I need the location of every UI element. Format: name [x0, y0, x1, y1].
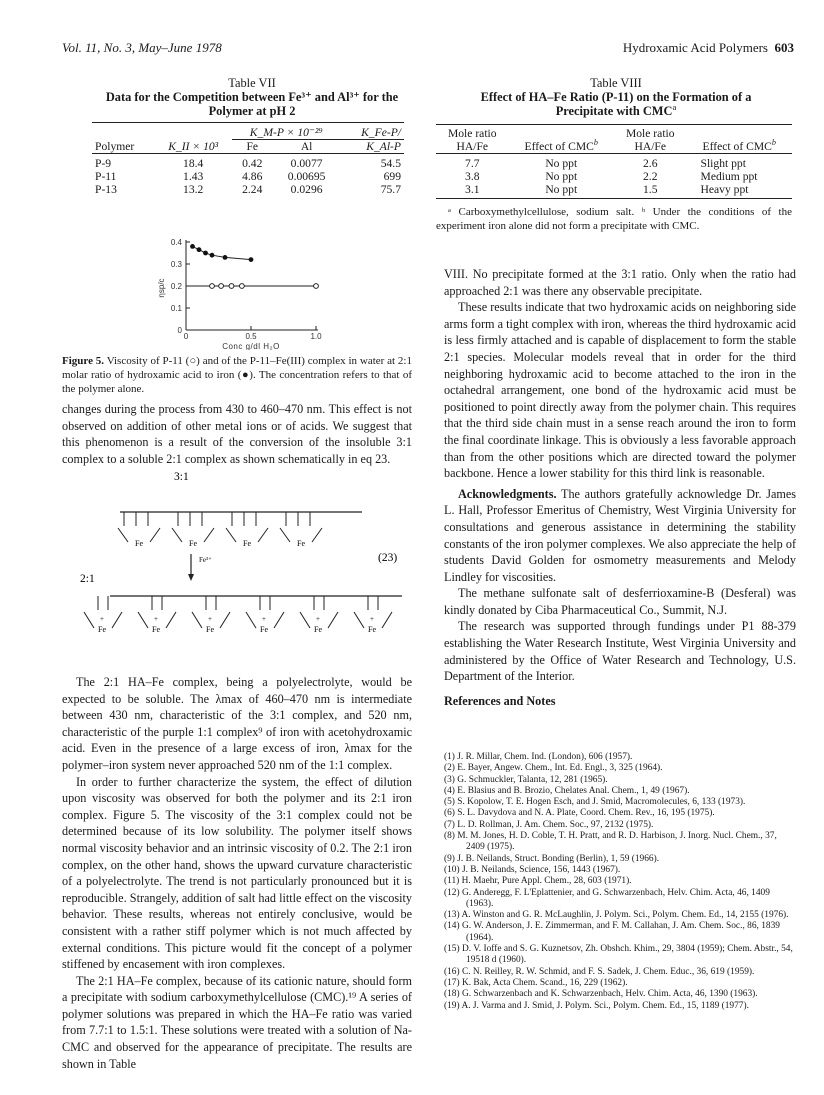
bond [226, 528, 236, 542]
table-cell: Slight ppt [700, 157, 746, 170]
acknowledgments-text: The authors gratefully acknowledge Dr. James L. Hall, Professor Emeritus of Chemistry, West Virginia University for consultations and generous assistance in determining the stability constants of the iron polymer complexes. We also appreciate the help of students David Golden for osmometry measurements and Melody Lindley for viscosities. [444, 486, 797, 584]
paragraph: These results indicate that two hydroxamic acids on neighboring side arms form a tight complex with iron, whereas the third hydroxamic acid is less firmly attached and is capable of displacement to form the stable 2:1 species. Molecular models reveal that in order for the third neighboring hydroxamic acid to become attached to the iron in the octahedral arrangement, one bond of the hydroxamic acid must be positioned to point directly away from the polymer chain. This requires that the third side chain must in a sense reach around the iron to form the final coordinate linkage. This is obviously a less favorable approach than from the other positions which are directed toward the polymer backbone. Hence a lower stability for this third link is reasonable. [444, 300, 796, 481]
iron-atom: Fe [98, 625, 106, 634]
bond [328, 612, 338, 628]
paragraph: The methane sulfonate salt of desferrioxamine-B (Desferal) was kindly donated by Ciba Pharmaceutical Co., Summit, N.J. [444, 586, 796, 617]
charge-plus: + [370, 615, 374, 623]
bond [220, 612, 230, 628]
data-point-open [314, 284, 319, 289]
data-point-open [229, 284, 234, 289]
table-cell: 7.7 [465, 157, 480, 170]
table-cell: 699 [383, 170, 401, 183]
table-vii [92, 76, 412, 196]
table-cell: 1.43 [183, 170, 204, 183]
paragraph: changes during the process from 430 to 460–470 nm. This effect is not observed on addition of other metal ions or of acids. We suggest that this phenomenon is a result of the conversion of the insoluble 3:1 complex to a soluble 2:1 complex as shown schematically in eq 23. [62, 402, 412, 466]
reference-item: (19) A. J. Varma and J. Smid, J. Polym. Sci., Polym. Chem. Ed., 15, 1189 (1977). [444, 1000, 749, 1011]
paragraph: VIII. No precipitate formed at the 3:1 ratio. Only when the ratio had approached 2:1 was there any observable precipitate. [444, 267, 796, 298]
reference-item: (13) A. Winston and G. R. McLaughlin, J. Polym. Sci., Polym. Chem. Ed., 14, 2155 (1976). [444, 910, 789, 921]
reference-item: (15) D. V. Ioffe and S. G. Kuznetsov, Zh. Obshch. Khim., 29, 3804 (1959); Chem. Abstr., 54, 19518 d (1960). [444, 944, 793, 966]
running-header-title: Hydroxamic Acid Polymers [622, 40, 768, 55]
table-viii-head-effect-2: Effect of CMC$^b$ [702, 138, 776, 153]
iron-atom: Fe [152, 625, 160, 634]
table-cell: 2.24 [242, 183, 263, 196]
iron-atom: Fe [368, 625, 376, 634]
reference-item: (1) J. R. Millar, Chem. Ind. (London), 606 (1957). [444, 752, 633, 762]
table-viii-label: Table VIII [590, 76, 642, 90]
table-cell: Heavy ppt [687, 183, 792, 199]
bond [192, 612, 202, 628]
reference-item: (9) J. B. Neilands, Struct. Bonding (Berlin), 1, 59 (1966). [444, 853, 660, 864]
iron-atom: Fe [135, 539, 143, 548]
table-cell: 54.5 [380, 157, 401, 170]
bond [138, 612, 148, 628]
table-vii-col-al: Al [273, 140, 341, 154]
paragraph: The 2:1 HA–Fe complex, because of its cationic nature, should form a precipitate with sodium carboxymethylcellulose (CMC).¹⁹ A series of polymer solutions was prepared in which the HA–Fe ratio was varied from 7.7:1 to 1.5:1. These solutions were treated with a solution of Na-CMC and observed for the appearance of precipitate. The results are shown in Table [62, 973, 412, 1071]
acknowledgments [444, 486, 796, 586]
table-vii-group-head: K_M-P × 10⁻²⁹ [249, 126, 323, 139]
data-point-open [219, 284, 224, 289]
table-viii-title [436, 90, 796, 118]
bond [382, 612, 392, 628]
table-row [436, 183, 792, 199]
table-vii-title: Data for the Competition between Fe³⁺ and Al³⁺ for the Polymer at pH 2 [105, 90, 399, 118]
bond [172, 528, 182, 542]
paragraph: The research was supported through fundings under P1 88-379 establishing the Water Research Institute, West Virginia University and administered by the Office of Water Research and Technology, U.S. Department of the Interior. [444, 619, 796, 684]
bond [258, 528, 268, 542]
reference-item: (5) S. Kopolow, T. E. Hogen Esch, and J. Smid, Macromolecules, 6, 133 (1973). [444, 797, 746, 808]
table-viii-grid [436, 124, 792, 199]
bond [118, 528, 128, 542]
left-column-text-2 [62, 674, 412, 1072]
table-cell: 0.0077 [290, 157, 323, 170]
table-cell: 3.8 [465, 170, 480, 183]
scheme-label-2to1: 2:1 [80, 573, 95, 585]
figure-5-caption-text: Viscosity of P-11 (○) and of the P-11–Fe(III) complex in water at 2:1 molar ratio of hydroxamic acid to iron (●). The concentration refers to that of the polymer alone. [62, 355, 412, 395]
table-viii-body [436, 154, 792, 199]
right-column-text [444, 266, 796, 709]
table-vii-grid [92, 122, 404, 196]
reference-item: (12) G. Anderegg, F. L'Eplattenier, and G. Schwarzenbach, Helv. Chim. Acta, 46, 1409 (1963). [444, 887, 770, 909]
iron-atom: Fe [314, 625, 322, 634]
iron-atom: Fe [297, 539, 305, 548]
charge-plus: + [100, 615, 104, 623]
x-tick-label: 1.0 [310, 332, 322, 341]
bond [280, 528, 290, 542]
table-cell: P-13 [95, 183, 117, 196]
bond [274, 612, 284, 628]
reference-item: (4) E. Blasius and B. Brozio, Chelates Anal. Chem., 1, 49 (1967). [444, 785, 690, 796]
scheme-eq-23 [62, 468, 412, 668]
reference-item: (2) E. Bayer, Angew. Chem., Int. Ed. Engl., 3, 325 (1964). [444, 763, 663, 774]
charge-plus: + [154, 615, 158, 623]
table-cell: No ppt [545, 170, 578, 183]
table-vii-label: Table VII [228, 76, 276, 90]
table-cell: 0.42 [242, 157, 263, 170]
data-point-filled [249, 257, 254, 262]
data-point-filled [203, 251, 208, 256]
table-row [92, 170, 404, 183]
reference-item: (18) G. Schwarzenbach and K. Schwarzenbach, Helv. Chim. Acta, 46, 1390 (1963). [444, 989, 758, 1000]
table-cell: 2.2 [643, 170, 658, 183]
table-cell: P-9 [95, 157, 112, 170]
iron-atom: Fe [243, 539, 251, 548]
reference-item: (14) G. W. Anderson, J. E. Zimmerman, and F. M. Callahan, J. Am. Chem. Soc., 86, 1839 (1964). [444, 921, 780, 943]
running-header-right [568, 40, 794, 56]
table-viii [436, 76, 796, 233]
references-list [444, 752, 796, 1012]
table-cell: 2.6 [643, 157, 658, 170]
series-line [193, 246, 252, 259]
table-cell: 13.2 [183, 183, 204, 196]
table-vii-head-kal: K_Al-P [341, 140, 404, 154]
table-cell: No ppt [509, 183, 614, 199]
table-cell: Medium ppt [700, 170, 758, 183]
reference-item: (7) L. D. Rollman, J. Am. Chem. Soc., 97, 2132 (1975). [444, 819, 654, 830]
arrowhead [188, 574, 194, 581]
y-tick-label: 0.4 [170, 238, 182, 247]
data-point-filled [197, 247, 202, 252]
table-cell: P-11 [95, 170, 117, 183]
references-heading: References and Notes [444, 693, 556, 708]
scheme-arrow-label: Fe³⁺ [199, 556, 212, 564]
table-viii-head-effect-1: Effect of CMC$^b$ [524, 138, 598, 153]
table-viii-footnote: ᵃ Carboxymethylcellulose, sodium salt. ᵇ Under the conditions of the experiment iron alone did not form a precipitate with CMC. [436, 206, 792, 232]
scheme-label-3to1: 3:1 [174, 471, 189, 483]
table-cell: No ppt [545, 157, 578, 170]
table-cell: 0.0296 [290, 183, 323, 196]
bond [204, 528, 214, 542]
data-point-filled [223, 255, 228, 260]
data-point-open [210, 284, 215, 289]
left-column-text-1 [62, 401, 412, 467]
paragraph: The 2:1 HA–Fe complex, being a polyelectrolyte, would be expected to be soluble. The λmax of 460–470 nm is intermediate between 430 nm, characteristic of the 3:1 complex, and 520 nm, characteristic of the purple 1:1 complex⁹ of iron with acetohydroxamic acid. Even in the presence of a large excess of iron, λmax for the polymer–iron system never approached 520 nm of the 1:1 complex. [62, 675, 412, 772]
y-tick-label: 0.1 [170, 304, 182, 313]
figure-5-caption [62, 354, 412, 396]
table-vii-col-polymer: Polymer [95, 139, 135, 153]
paragraph: In order to further characterize the system, the effect of dilution upon viscosity was observed for both the polymer and its 2:1 iron complex. Figure 5. The viscosity of the 3:1 complex could not be determined because of its low solubility. The polymer itself shows normal viscosity behavior and an intrinsic viscosity of 0.2. The 2:1 iron complex, on the other hand, shows the upward curvature characteristic of a polyelectrolyte. The trend is not particularly pronounced but it is reproducible. Strangely, addition of salt had little effect on the viscosity behavior. These results, whereas not entirely conclusive, would be consistent with a rather stiff polymer which is not much affected by external conditions. This picture would fit the concept of a polymer stiffened by encasement with iron complexes. [62, 774, 412, 972]
table-cell: 3.1 [436, 183, 509, 199]
data-point-filled [210, 253, 215, 258]
table-viii-head-mole-1: Mole ratio [447, 127, 497, 140]
table-row [92, 154, 404, 171]
table-row [92, 183, 404, 196]
table-cell: 0.00695 [287, 170, 326, 183]
table-vii-head-kfe: K_Fe-P/ [361, 125, 401, 139]
data-point-filled [190, 244, 195, 249]
table-viii-head-hafe-1: HA/Fe [456, 140, 489, 153]
x-tick-label: 0.5 [245, 332, 257, 341]
reference-item: (11) H. Maehr, Pure Appl. Chem., 28, 603 (1971). [444, 876, 632, 887]
x-axis-label: Conc g/dl H₂O [222, 342, 280, 350]
iron-atom: Fe [260, 625, 268, 634]
table-vii-col-fe: Fe [232, 140, 273, 154]
charge-plus: + [208, 615, 212, 623]
table-row [436, 170, 792, 183]
table-cell: 4.86 [242, 170, 263, 183]
bond [246, 612, 256, 628]
running-header-left: Vol. 11, No. 3, May–June 1978 [62, 40, 222, 55]
table-cell: 75.7 [380, 183, 401, 196]
y-tick-label: 0.2 [170, 282, 182, 291]
table-viii-head-mole-2: Mole ratio [625, 127, 675, 140]
bond [150, 528, 160, 542]
acknowledgments-heading: Acknowledgments. [458, 486, 557, 501]
iron-atom: Fe [206, 625, 214, 634]
reference-item: (6) S. L. Davydova and N. A. Plate, Coord. Chem. Rev., 16, 195 (1975). [444, 808, 715, 819]
table-vii-col-kii: K_II × 10³ [168, 139, 219, 153]
y-tick-label: 0.3 [170, 260, 182, 269]
figure-5-label: Figure 5. [62, 355, 105, 367]
table-cell: 18.4 [183, 157, 204, 170]
charge-plus: + [262, 615, 266, 623]
bond [112, 612, 122, 628]
table-cell: 1.5 [614, 183, 687, 199]
table-viii-head-hafe-2: HA/Fe [634, 140, 667, 153]
reference-item: (16) C. N. Reilley, R. W. Schmid, and F. S. Sadek, J. Chem. Educ., 36, 619 (1959). [444, 966, 755, 977]
reference-item: (10) J. B. Neilands, Science, 156, 1443 (1967). [444, 864, 621, 875]
bond [84, 612, 94, 628]
reference-item: (3) G. Schmuckler, Talanta, 12, 281 (1965). [444, 774, 608, 785]
charge-plus: + [316, 615, 320, 623]
table-vii-body [92, 154, 404, 197]
bond [312, 528, 322, 542]
y-tick-label: 0 [177, 326, 182, 335]
table-viii-title-text: Effect of HA–Fe Ratio (P-11) on the Formation of a Precipitate with CMC [480, 90, 752, 118]
reference-item: (8) M. M. Jones, H. D. Coble, T. H. Pratt, and R. D. Harbison, J. Inorg. Nucl. Chem., 37, 2409 (1975). [444, 831, 777, 853]
table-viii-title-sup: a [672, 101, 677, 112]
iron-atom: Fe [189, 539, 197, 548]
equation-number: (23) [378, 552, 398, 564]
reference-item: (17) K. Bak, Acta Chem. Scand., 16, 229 (1962). [444, 977, 628, 988]
bond [166, 612, 176, 628]
data-point-open [240, 284, 245, 289]
bond [354, 612, 364, 628]
table-row [436, 154, 792, 171]
y-axis-label: ηsp/c [157, 278, 166, 298]
figure-5-chart [142, 220, 342, 350]
bond [300, 612, 310, 628]
page-number: 603 [774, 40, 794, 55]
x-tick-label: 0 [183, 332, 189, 341]
